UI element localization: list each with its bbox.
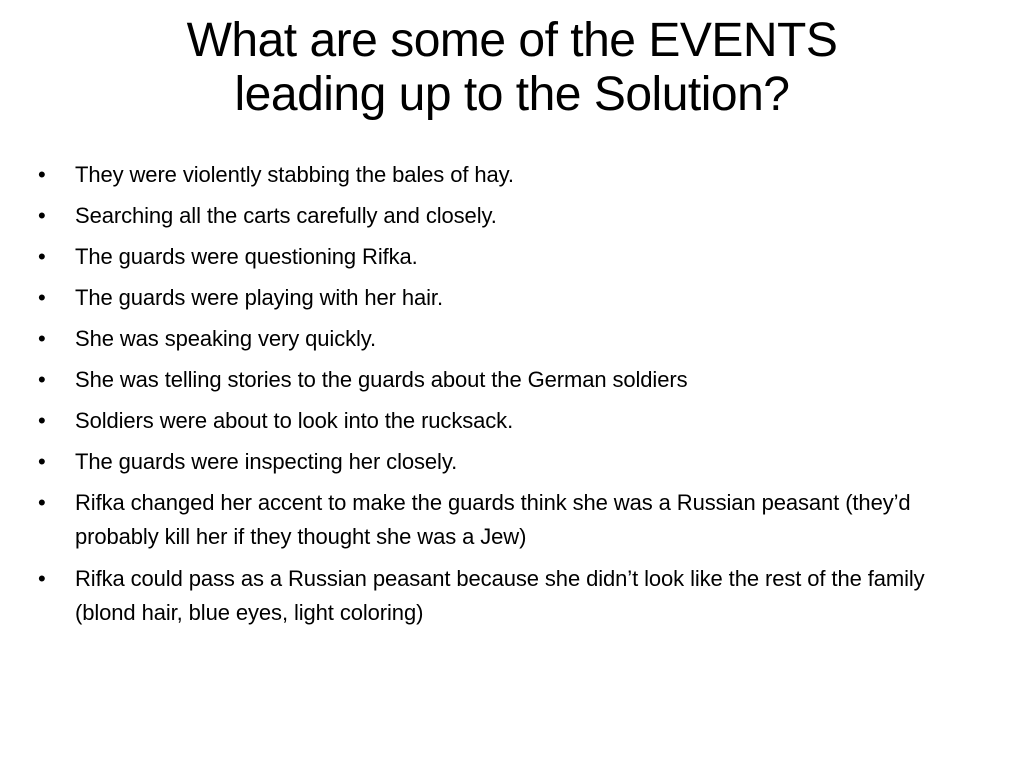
bullet-dot-icon: • (38, 326, 46, 351)
bullet-text: She was telling stories to the guards about the German soldiers (75, 367, 688, 392)
bullet-text: Soldiers were about to look into the rucksack. (75, 408, 514, 433)
bullet-item (28, 199, 988, 232)
bullet-item (28, 445, 988, 478)
bullet-item (28, 281, 988, 314)
bullet-text: The guards were playing with her hair. (75, 285, 443, 310)
bullet-dot-icon: • (38, 408, 46, 433)
bullet-dot-icon: • (38, 367, 46, 392)
bullet-item (28, 562, 988, 630)
title-line-2: leading up to the Solution? (234, 68, 790, 121)
bullet-dot-icon: • (38, 203, 46, 228)
bullet-dot-icon: • (38, 490, 46, 515)
bullet-list (28, 158, 988, 638)
bullet-dot-icon: • (38, 244, 46, 269)
bullet-item (28, 363, 988, 396)
bullet-text: Searching all the carts carefully and closely. (75, 203, 497, 228)
slide-title (40, 14, 984, 122)
bullet-dot-icon: • (38, 162, 46, 187)
bullet-item (28, 158, 988, 191)
bullet-item (28, 240, 988, 273)
bullet-item (28, 486, 988, 554)
bullet-text: Rifka changed her accent to make the guards think she was a Russian peasant (they’d probably kill her if they thought she was a Jew) (75, 490, 911, 549)
bullet-text: Rifka could pass as a Russian peasant because she didn’t look like the rest of the family (blond hair, blue eyes, light coloring) (75, 566, 925, 625)
bullet-text: The guards were inspecting her closely. (75, 449, 458, 474)
bullet-text: The guards were questioning Rifka. (75, 244, 418, 269)
bullet-text: They were violently stabbing the bales of hay. (75, 162, 514, 187)
bullet-dot-icon: • (38, 566, 46, 591)
bullet-item (28, 322, 988, 355)
bullet-dot-icon: • (38, 449, 46, 474)
title-line-1: What are some of the EVENTS (186, 14, 838, 67)
bullet-text: She was speaking very quickly. (75, 326, 377, 351)
bullet-item (28, 404, 988, 437)
bullet-dot-icon: • (38, 285, 46, 310)
